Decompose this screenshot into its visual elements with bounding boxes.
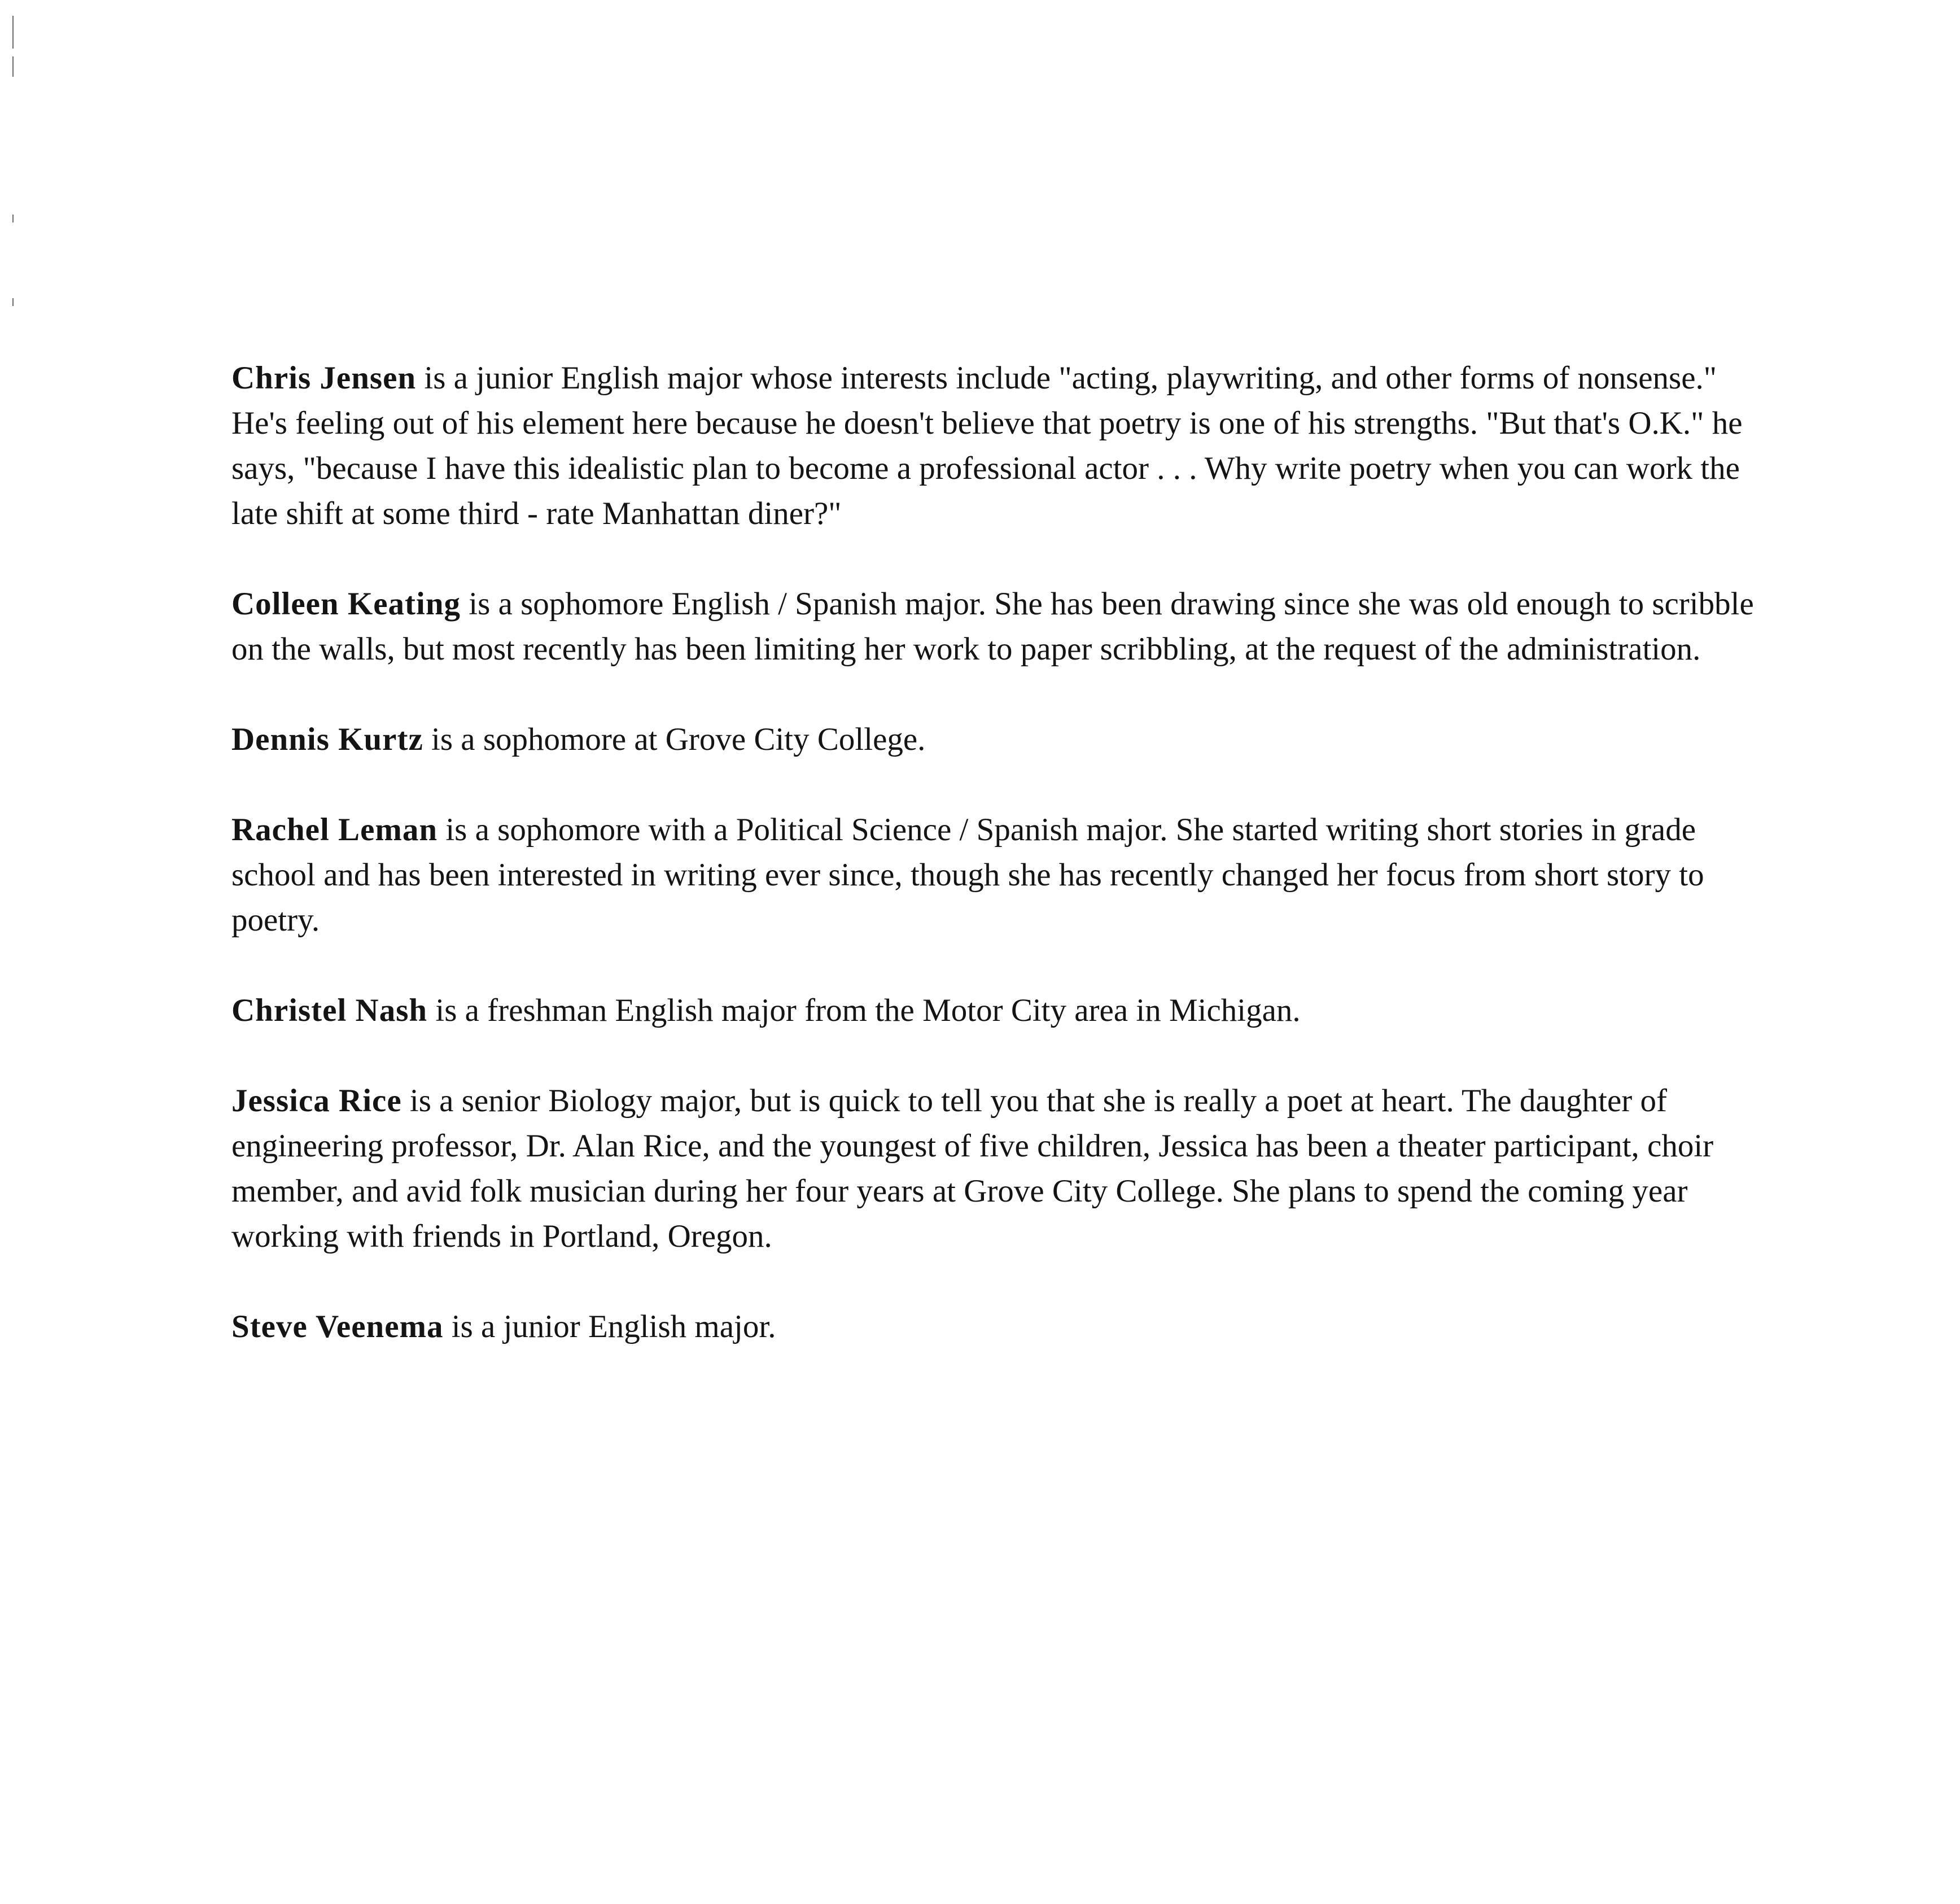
- bio-text: is a sophomore at Grove City College.: [423, 722, 926, 757]
- contributor-bios: [231, 356, 1778, 1395]
- scan-mark: [12, 56, 14, 77]
- bio-rachel-leman: [231, 807, 1778, 943]
- bio-name: Christel Nash: [231, 993, 428, 1028]
- bio-text: is a sophomore with a Political Science / Spanish major. She started writing short stories in grade school and has been interested in writing ever since, though she has recently changed her focus from short story to poetry.: [231, 812, 1704, 938]
- bio-name: Rachel Leman: [231, 812, 438, 848]
- bio-name: Chris Jensen: [231, 360, 417, 396]
- bio-chris-jensen: [231, 356, 1778, 536]
- bio-dennis-kurtz: [231, 717, 1778, 762]
- bio-text: is a junior English major.: [443, 1309, 776, 1344]
- scan-mark: [12, 16, 14, 49]
- bio-text: is a junior English major whose interests include "acting, playwriting, and other forms of nonsense." He's feeling out of his element here because he doesn't believe that poetry is one of his strengths. "But that's O.K." he says, "because I have this idealistic plan to become a professional actor . . . Why write poetry when you can work the late shift at some third - rate Manhattan diner?": [231, 360, 1743, 531]
- bio-text: is a sophomore English / Spanish major. She has been drawing since she was old enough to scribble on the walls, but most recently has been limiting her work to paper scribbling, at the request of the administration.: [231, 586, 1754, 667]
- bio-name: Jessica Rice: [231, 1083, 402, 1119]
- bio-colleen-keating: [231, 582, 1778, 672]
- scan-mark: [12, 215, 14, 222]
- scan-mark: [12, 298, 14, 306]
- bio-text: is a freshman English major from the Motor City area in Michigan.: [427, 993, 1301, 1028]
- bio-text: is a senior Biology major, but is quick to tell you that she is really a poet at heart. The daughter of engineering professor, Dr. Alan Rice, and the youngest of five children, Jessica has been a theater participant, choir member, and avid folk musician during her four years at Grove City College. She plans to spend the coming year working with friends in Portland, Oregon.: [231, 1083, 1714, 1254]
- bio-steve-veenema: [231, 1304, 1778, 1350]
- bio-christel-nash: [231, 988, 1778, 1033]
- scan-edge-marks: [12, 0, 16, 339]
- bio-name: Steve Veenema: [231, 1309, 444, 1344]
- bio-name: Dennis Kurtz: [231, 722, 423, 757]
- bio-name: Colleen Keating: [231, 586, 461, 622]
- bio-jessica-rice: [231, 1078, 1778, 1259]
